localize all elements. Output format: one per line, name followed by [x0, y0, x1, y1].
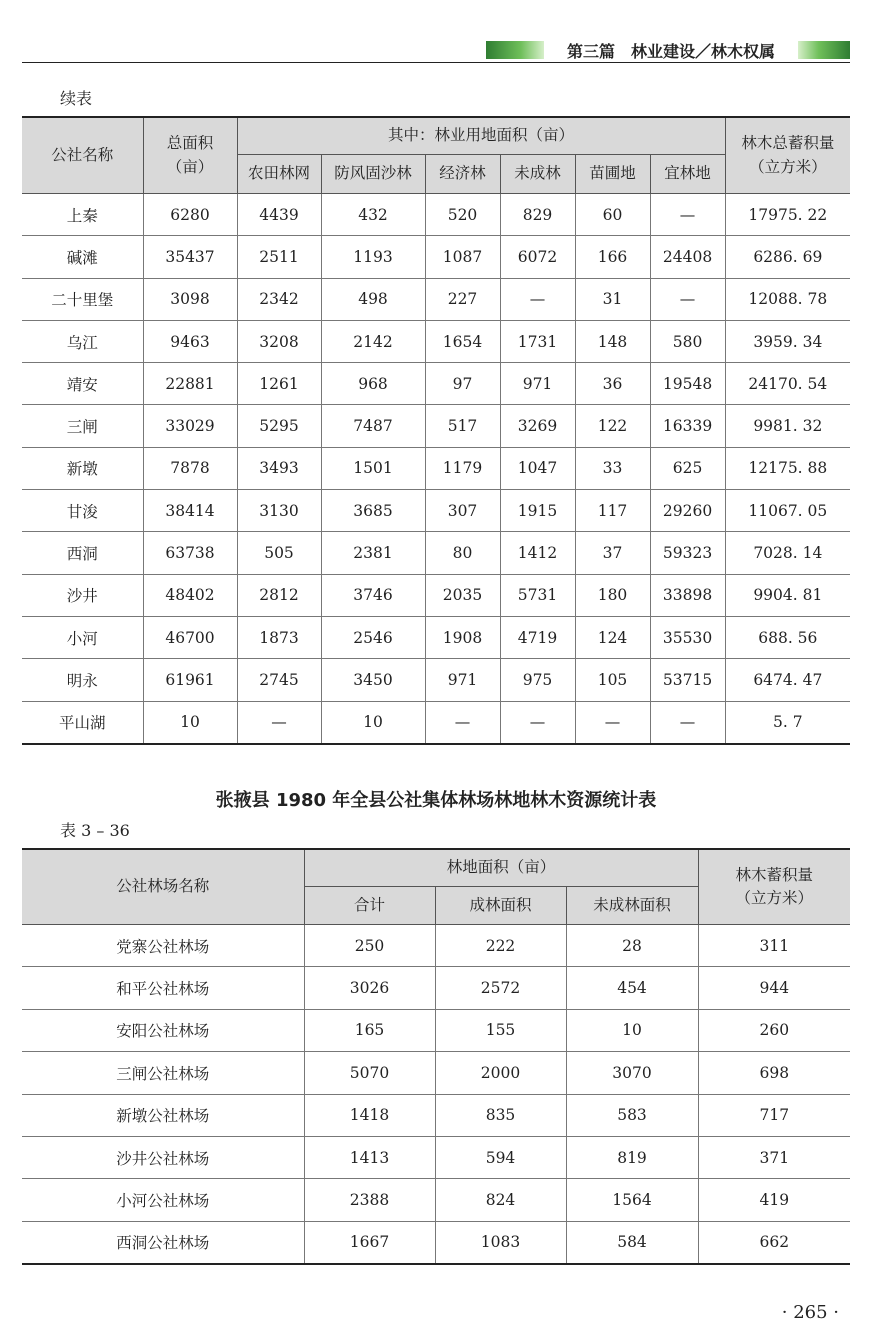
- table-cell: 10: [321, 701, 425, 744]
- table-cell: 688. 56: [725, 616, 850, 658]
- table-cell: 新墩: [22, 447, 143, 489]
- table-cell: —: [500, 701, 575, 744]
- header-green-bar-right: [798, 41, 850, 59]
- table-cell: 3685: [321, 490, 425, 532]
- table-cell: 平山湖: [22, 701, 143, 744]
- table-cell: 1731: [500, 320, 575, 362]
- table-cell: 小河公社林场: [22, 1179, 304, 1221]
- table-cell: 520: [425, 194, 500, 236]
- table-cell: 新墩公社林场: [22, 1094, 304, 1136]
- table-cell: 1873: [237, 616, 321, 658]
- table-cell: 148: [575, 320, 650, 362]
- table-cell: 1179: [425, 447, 500, 489]
- table-cell: —: [575, 701, 650, 744]
- table-cell: 698: [698, 1052, 850, 1094]
- table-cell: 三闸公社林场: [22, 1052, 304, 1094]
- table-cell: 48402: [143, 574, 237, 616]
- table-cell: 971: [425, 659, 500, 701]
- table-cell: 碱滩: [22, 236, 143, 278]
- table-cell: 625: [650, 447, 725, 489]
- table-cell: 1915: [500, 490, 575, 532]
- table-cell: 311: [698, 925, 850, 967]
- table-cell: 819: [566, 1136, 698, 1178]
- header-green-bar-left: [486, 41, 544, 59]
- commune-row: [22, 701, 850, 744]
- table-cell: 63738: [143, 532, 237, 574]
- table-cell: 12088. 78: [725, 278, 850, 320]
- commune-row: [22, 490, 850, 532]
- table-cell: 505: [237, 532, 321, 574]
- table-cell: 829: [500, 194, 575, 236]
- table-cell: 明永: [22, 659, 143, 701]
- commune-row: [22, 447, 850, 489]
- table-cell: 1083: [435, 1221, 566, 1264]
- table-cell: 5295: [237, 405, 321, 447]
- table-cell: 594: [435, 1136, 566, 1178]
- table-cell: 小河: [22, 616, 143, 658]
- table-cell: 24170. 54: [725, 363, 850, 405]
- table-cell: 3746: [321, 574, 425, 616]
- table-cell: 28: [566, 925, 698, 967]
- header-farm-name: 公社林场名称: [22, 849, 304, 925]
- header-mature-area: 成林面积: [435, 887, 566, 925]
- table-cell: 250: [304, 925, 435, 967]
- table-cell: 安阳公社林场: [22, 1009, 304, 1051]
- table-cell: 5731: [500, 574, 575, 616]
- commune-row: [22, 616, 850, 658]
- header-immature-forest: 未成林: [500, 155, 575, 194]
- farm-row: [22, 1009, 850, 1051]
- table-cell: 971: [500, 363, 575, 405]
- table-cell: 1087: [425, 236, 500, 278]
- running-header-title: 第三篇 林业建设／林木权属: [566, 41, 775, 61]
- table-cell: 46700: [143, 616, 237, 658]
- header-subtotal: 合计: [304, 887, 435, 925]
- table-cell: 3959. 34: [725, 320, 850, 362]
- table-cell: 3130: [237, 490, 321, 532]
- table-cell: 307: [425, 490, 500, 532]
- table-cell: 2035: [425, 574, 500, 616]
- table-cell: 三闸: [22, 405, 143, 447]
- table-cell: 1261: [237, 363, 321, 405]
- table-cell: 党寨公社林场: [22, 925, 304, 967]
- table-cell: 1501: [321, 447, 425, 489]
- header-farm-volume: 林木蓄积量（立方米）: [698, 849, 850, 925]
- table-cell: 6474. 47: [725, 659, 850, 701]
- table-cell: 10: [143, 701, 237, 744]
- table-cell: 33: [575, 447, 650, 489]
- table-cell: 835: [435, 1094, 566, 1136]
- table-cell: 61961: [143, 659, 237, 701]
- table-cell: 2142: [321, 320, 425, 362]
- table-cell: —: [650, 278, 725, 320]
- table-cell: —: [650, 701, 725, 744]
- page-number: · 265 ·: [781, 1302, 839, 1323]
- farm-row: [22, 1136, 850, 1178]
- table-cell: 975: [500, 659, 575, 701]
- table-cell: 35530: [650, 616, 725, 658]
- table-cell: 227: [425, 278, 500, 320]
- table-cell: 33029: [143, 405, 237, 447]
- table-cell: 7028. 14: [725, 532, 850, 574]
- table-cell: 3098: [143, 278, 237, 320]
- table-cell: —: [237, 701, 321, 744]
- table-cell: 6280: [143, 194, 237, 236]
- table-cell: 59323: [650, 532, 725, 574]
- header-total-area: 总面积（亩）: [143, 117, 237, 194]
- table-cell: 584: [566, 1221, 698, 1264]
- table-cell: 1413: [304, 1136, 435, 1178]
- table-cell: 1047: [500, 447, 575, 489]
- table-cell: 80: [425, 532, 500, 574]
- commune-row: [22, 320, 850, 362]
- table-cell: 105: [575, 659, 650, 701]
- table-cell: 2812: [237, 574, 321, 616]
- table-cell: 西洞: [22, 532, 143, 574]
- table-cell: 1412: [500, 532, 575, 574]
- table-cell: 517: [425, 405, 500, 447]
- header-immature-area: 未成林面积: [566, 887, 698, 925]
- commune-row: [22, 405, 850, 447]
- table-cell: 419: [698, 1179, 850, 1221]
- commune-row: [22, 278, 850, 320]
- table-cell: 580: [650, 320, 725, 362]
- table-cell: 180: [575, 574, 650, 616]
- table-cell: 717: [698, 1094, 850, 1136]
- table-cell: 29260: [650, 490, 725, 532]
- header-rule: [22, 62, 850, 63]
- table-cell: 2000: [435, 1052, 566, 1094]
- table-cell: 583: [566, 1094, 698, 1136]
- table-cell: 沙井公社林场: [22, 1136, 304, 1178]
- commune-row: [22, 659, 850, 701]
- continued-table-caption: 续表: [60, 89, 93, 108]
- table-cell: 33898: [650, 574, 725, 616]
- table-cell: 38414: [143, 490, 237, 532]
- table-cell: 甘浚: [22, 490, 143, 532]
- table-cell: 5. 7: [725, 701, 850, 744]
- table-cell: 6286. 69: [725, 236, 850, 278]
- table-cell: 22881: [143, 363, 237, 405]
- table-cell: 3026: [304, 967, 435, 1009]
- table-cell: 17975. 22: [725, 194, 850, 236]
- table-cell: —: [650, 194, 725, 236]
- header-economic-forest: 经济林: [425, 155, 500, 194]
- table-cell: 3493: [237, 447, 321, 489]
- table-cell: 2745: [237, 659, 321, 701]
- table2-title: 张掖县 1980 年全县公社集体林场林地林木资源统计表: [215, 790, 657, 811]
- farm-row: [22, 1179, 850, 1221]
- table-cell: 10: [566, 1009, 698, 1051]
- table-cell: 7487: [321, 405, 425, 447]
- header-forest-area-group: 林地面积（亩）: [304, 849, 698, 887]
- table-cell: 35437: [143, 236, 237, 278]
- table-cell: 2572: [435, 967, 566, 1009]
- table-cell: 沙井: [22, 574, 143, 616]
- table-cell: 5070: [304, 1052, 435, 1094]
- farm-row: [22, 925, 850, 967]
- commune-row: [22, 574, 850, 616]
- table-cell: 2342: [237, 278, 321, 320]
- table-cell: 西洞公社林场: [22, 1221, 304, 1264]
- table-cell: 11067. 05: [725, 490, 850, 532]
- table-cell: 3208: [237, 320, 321, 362]
- table-cell: 1908: [425, 616, 500, 658]
- table-cell: 4719: [500, 616, 575, 658]
- table-cell: 260: [698, 1009, 850, 1051]
- table-cell: 31: [575, 278, 650, 320]
- table-cell: —: [425, 701, 500, 744]
- table-cell: 19548: [650, 363, 725, 405]
- table-cell: 36: [575, 363, 650, 405]
- commune-row: [22, 194, 850, 236]
- farm-table-body: [22, 925, 850, 1265]
- table-cell: 2381: [321, 532, 425, 574]
- table-cell: 1564: [566, 1179, 698, 1221]
- farm-row: [22, 1221, 850, 1264]
- header-commune-name: 公社名称: [22, 117, 143, 194]
- table-cell: 乌江: [22, 320, 143, 362]
- table-cell: 944: [698, 967, 850, 1009]
- header-forest-land-group: 其中：林业用地面积（亩）: [237, 117, 725, 155]
- table-cell: 124: [575, 616, 650, 658]
- header-windbreak-forest: 防风固沙林: [321, 155, 425, 194]
- table-cell: 12175. 88: [725, 447, 850, 489]
- commune-row: [22, 236, 850, 278]
- table-cell: 155: [435, 1009, 566, 1051]
- table-cell: 662: [698, 1221, 850, 1264]
- header-afforestable-land: 宜林地: [650, 155, 725, 194]
- table-cell: 靖安: [22, 363, 143, 405]
- table-cell: 222: [435, 925, 566, 967]
- table-cell: 2511: [237, 236, 321, 278]
- table-cell: 1193: [321, 236, 425, 278]
- table-cell: 7878: [143, 447, 237, 489]
- table-cell: 二十里堡: [22, 278, 143, 320]
- table-cell: 97: [425, 363, 500, 405]
- table-cell: 9463: [143, 320, 237, 362]
- table-cell: 166: [575, 236, 650, 278]
- table-cell: 968: [321, 363, 425, 405]
- header-farmland-shelterbelt: 农田林网: [237, 155, 321, 194]
- table-cell: 371: [698, 1136, 850, 1178]
- commune-table-body: [22, 194, 850, 744]
- farm-row: [22, 1052, 850, 1094]
- header-nursery: 苗圃地: [575, 155, 650, 194]
- table-cell: 和平公社林场: [22, 967, 304, 1009]
- commune-row: [22, 532, 850, 574]
- commune-forestry-table: [22, 116, 850, 745]
- running-header: [486, 40, 850, 60]
- table-cell: 53715: [650, 659, 725, 701]
- table-cell: 3070: [566, 1052, 698, 1094]
- table-cell: 1418: [304, 1094, 435, 1136]
- commune-row: [22, 363, 850, 405]
- table-cell: 上秦: [22, 194, 143, 236]
- table-cell: 454: [566, 967, 698, 1009]
- table-cell: 1667: [304, 1221, 435, 1264]
- table-cell: 824: [435, 1179, 566, 1221]
- commune-farm-table: [22, 848, 850, 1265]
- farm-row: [22, 967, 850, 1009]
- table-cell: 3450: [321, 659, 425, 701]
- table-cell: 4439: [237, 194, 321, 236]
- table-cell: 37: [575, 532, 650, 574]
- table-cell: 1654: [425, 320, 500, 362]
- table-cell: 165: [304, 1009, 435, 1051]
- table-cell: 2388: [304, 1179, 435, 1221]
- table-cell: 9904. 81: [725, 574, 850, 616]
- table-cell: 6072: [500, 236, 575, 278]
- table-cell: 432: [321, 194, 425, 236]
- farm-row: [22, 1094, 850, 1136]
- table-cell: 3269: [500, 405, 575, 447]
- table-cell: 9981. 32: [725, 405, 850, 447]
- table-cell: 117: [575, 490, 650, 532]
- table-cell: 2546: [321, 616, 425, 658]
- table-cell: 498: [321, 278, 425, 320]
- table-cell: 60: [575, 194, 650, 236]
- header-total-volume: 林木总蓄积量（立方米）: [725, 117, 850, 194]
- table-cell: 16339: [650, 405, 725, 447]
- table2-number: 表 3 – 36: [60, 821, 130, 840]
- table-cell: —: [500, 278, 575, 320]
- table-cell: 24408: [650, 236, 725, 278]
- table-cell: 122: [575, 405, 650, 447]
